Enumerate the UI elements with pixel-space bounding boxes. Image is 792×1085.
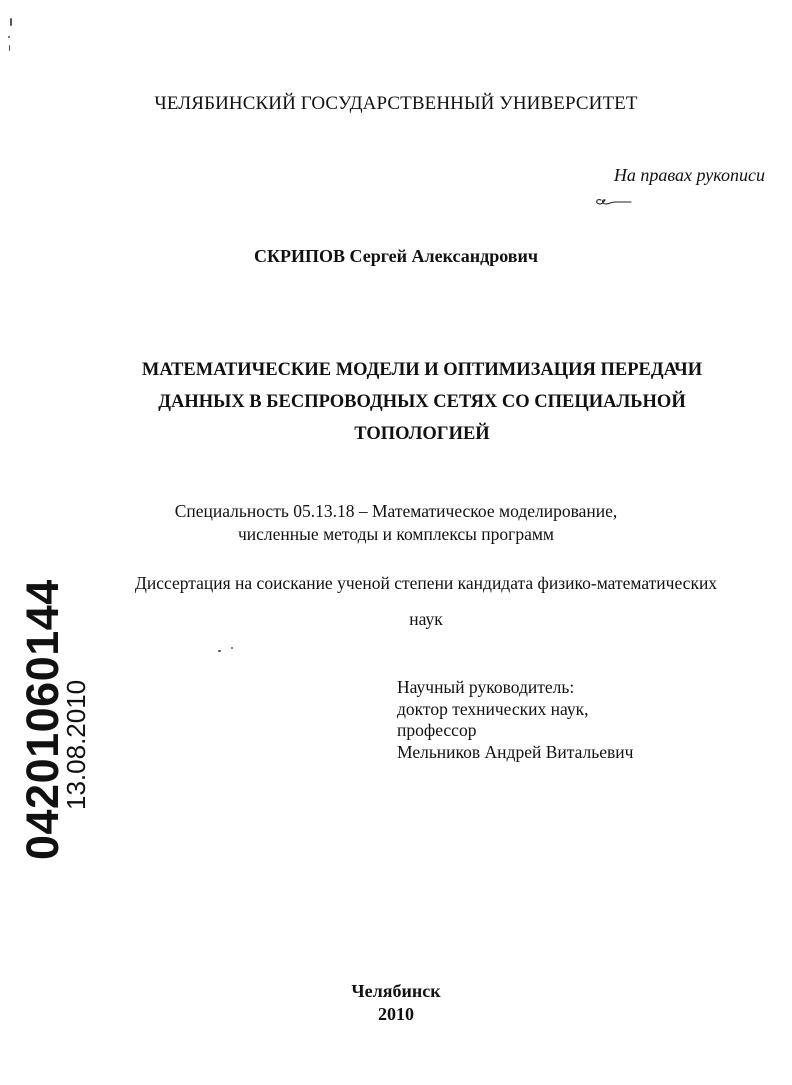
degree-line: Диссертация на соискание ученой степени кандидата физико-математических — [134, 573, 718, 593]
specialty-line: численные методы и комплексы программ — [238, 524, 554, 544]
title-line: ТОПОЛОГИЕЙ — [354, 424, 490, 444]
year: 2010 — [378, 1004, 414, 1024]
title-line: МАТЕМАТИЧЕСКИЕ МОДЕЛИ И ОПТИМИЗАЦИЯ ПЕРЕДАЧИ — [141, 360, 703, 380]
title-line: ДАННЫХ В БЕСПРОВОДНЫХ СЕТЯХ СО СПЕЦИАЛЬНОЙ — [158, 392, 686, 412]
dissertation-title — [112, 354, 732, 450]
supervisor-block — [397, 677, 633, 763]
scan-speck — [10, 18, 12, 26]
manuscript-note: На правах рукописи — [613, 165, 765, 185]
scan-speck — [9, 45, 10, 51]
scan-speck — [8, 36, 10, 38]
degree-line: наук — [409, 609, 443, 629]
supervisor-line: Научный руководитель: — [397, 677, 575, 697]
specialty — [0, 500, 792, 546]
stamp-number: 04201060144 — [17, 579, 68, 860]
stamp-date: 13.08.2010 — [61, 679, 91, 810]
author-name: СКРИПОВ Сергей Александрович — [253, 246, 539, 266]
city-year — [0, 980, 792, 1026]
city: Челябинск — [351, 981, 441, 1001]
library-stamp — [17, 579, 100, 860]
supervisor-line: Мельников Андрей Витальевич — [397, 741, 634, 762]
supervisor-line: профессор — [397, 720, 477, 740]
scan-speck — [231, 647, 233, 649]
signature-mark — [593, 190, 633, 210]
degree-statement — [104, 565, 748, 637]
specialty-line: Специальность 05.13.18 – Математическое моделирование, — [174, 501, 618, 521]
scan-speck — [218, 650, 221, 652]
university-name: ЧЕЛЯБИНСКИЙ ГОСУДАРСТВЕННЫЙ УНИВЕРСИТЕТ — [154, 93, 638, 114]
supervisor-line: доктор технических наук, — [397, 698, 589, 719]
